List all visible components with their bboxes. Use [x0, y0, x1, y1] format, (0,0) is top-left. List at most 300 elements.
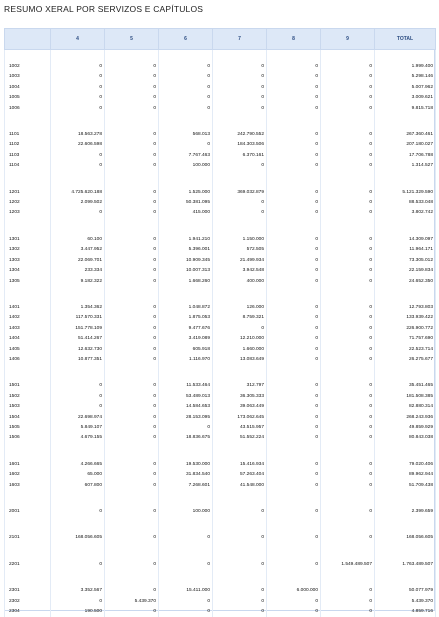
table-row — [5, 381, 436, 391]
row-value: 10.007.313 — [159, 266, 213, 276]
table-row — [5, 303, 436, 313]
row-value: 0 — [105, 151, 159, 161]
row-total: 3.802.742 — [375, 208, 436, 218]
row-value: 0 — [105, 355, 159, 365]
row-value: 0 — [321, 345, 375, 355]
row-value: 0 — [105, 83, 159, 93]
row-value: 9.477.676 — [159, 324, 213, 334]
row-value: 9.182.322 — [51, 277, 105, 287]
spacer-cell — [159, 219, 213, 235]
row-value: 0 — [213, 62, 267, 72]
row-code: 1506 — [5, 433, 51, 443]
row-value: 0 — [105, 256, 159, 266]
row-value: 51.552.224 — [213, 433, 267, 443]
row-code: 1502 — [5, 392, 51, 402]
row-value: 0 — [267, 235, 321, 245]
spacer-cell — [213, 219, 267, 235]
row-code: 1003 — [5, 72, 51, 82]
row-value: 0 — [51, 597, 105, 607]
row-value: 0 — [321, 303, 375, 313]
row-value: 0 — [267, 324, 321, 334]
row-value: 117.570.331 — [51, 313, 105, 323]
table-row — [5, 208, 436, 218]
spacer-cell — [213, 544, 267, 560]
row-value: 0 — [213, 104, 267, 114]
row-value: 0 — [105, 188, 159, 198]
table-row — [5, 235, 436, 245]
row-code: 2302 — [5, 597, 51, 607]
row-value: 1.875.053 — [159, 313, 213, 323]
spacer-cell — [375, 172, 436, 188]
row-value: 0 — [159, 597, 213, 607]
row-value: 3.352.567 — [51, 586, 105, 596]
row-value: 53.489.013 — [159, 392, 213, 402]
row-total: 14.309.097 — [375, 235, 436, 245]
row-total: 80.843.038 — [375, 433, 436, 443]
row-total: 22.523.714 — [375, 345, 436, 355]
row-total: 207.180.027 — [375, 140, 436, 150]
row-total: 12.793.803 — [375, 303, 436, 313]
row-code: 1404 — [5, 334, 51, 344]
header-chapter-7: 7 — [213, 29, 267, 50]
row-code: 1303 — [5, 256, 51, 266]
row-value: 0 — [267, 161, 321, 171]
table-row — [5, 607, 436, 617]
spacer-cell — [375, 444, 436, 460]
table-row — [5, 460, 436, 470]
row-value: 3.942.548 — [213, 266, 267, 276]
spacer-cell — [105, 114, 159, 130]
row-value: 0 — [321, 533, 375, 543]
row-value: 0 — [213, 83, 267, 93]
row-value: 15.416.934 — [213, 460, 267, 470]
spacer-cell — [213, 114, 267, 130]
spacer-cell — [159, 114, 213, 130]
row-value: 0 — [105, 381, 159, 391]
spacer-cell — [5, 287, 51, 303]
row-code: 1301 — [5, 235, 51, 245]
row-total: 50.077.979 — [375, 586, 436, 596]
row-value: 0 — [105, 277, 159, 287]
spacer-cell — [321, 287, 375, 303]
spacer-cell — [213, 570, 267, 586]
spacer-cell — [159, 544, 213, 560]
row-code: 1602 — [5, 470, 51, 480]
spacer-cell — [51, 50, 105, 63]
row-value: 0 — [105, 470, 159, 480]
row-value: 0 — [267, 208, 321, 218]
row-code: 1402 — [5, 313, 51, 323]
row-value: 0 — [321, 245, 375, 255]
row-value: 0 — [267, 392, 321, 402]
row-value: 0 — [267, 151, 321, 161]
row-value: 0 — [159, 140, 213, 150]
spacer-cell — [159, 517, 213, 533]
row-value: 173.062.645 — [213, 413, 267, 423]
row-value: 0 — [267, 460, 321, 470]
row-value: 0 — [267, 83, 321, 93]
row-value: 568.013 — [159, 130, 213, 140]
row-total: 267.360.461 — [375, 130, 436, 140]
row-code: 1304 — [5, 266, 51, 276]
spacer-cell — [159, 365, 213, 381]
row-value: 0 — [105, 334, 159, 344]
row-value: 22.069.701 — [51, 256, 105, 266]
row-value: 0 — [321, 198, 375, 208]
row-value: 0 — [321, 62, 375, 72]
table-row — [5, 198, 436, 208]
row-value: 0 — [267, 560, 321, 570]
row-value: 0 — [105, 586, 159, 596]
spacer-cell — [375, 287, 436, 303]
spacer-cell — [321, 491, 375, 507]
row-value: 36.305.333 — [213, 392, 267, 402]
row-code: 1302 — [5, 245, 51, 255]
table-row — [5, 560, 436, 570]
group-spacer — [5, 544, 436, 560]
row-value: 65.000 — [51, 470, 105, 480]
row-total: 226.900.772 — [375, 324, 436, 334]
row-value: 0 — [267, 62, 321, 72]
row-value: 0 — [105, 460, 159, 470]
spacer-cell — [267, 544, 321, 560]
row-value: 15.411.000 — [159, 586, 213, 596]
row-value: 0 — [267, 93, 321, 103]
spacer-cell — [267, 114, 321, 130]
spacer-cell — [159, 570, 213, 586]
row-value: 1.116.970 — [159, 355, 213, 365]
row-total: 22.159.834 — [375, 266, 436, 276]
table-row — [5, 188, 436, 198]
row-code: 2001 — [5, 507, 51, 517]
row-total: 5.007.962 — [375, 83, 436, 93]
spacer-cell — [321, 114, 375, 130]
row-value: 0 — [51, 93, 105, 103]
table-row — [5, 245, 436, 255]
row-value: 0 — [267, 507, 321, 517]
spacer-cell — [267, 172, 321, 188]
row-value: 0 — [267, 470, 321, 480]
spacer-cell — [213, 287, 267, 303]
row-value: 5.849.107 — [51, 423, 105, 433]
row-value: 0 — [213, 533, 267, 543]
row-total: 3.009.621 — [375, 93, 436, 103]
row-value: 4.266.665 — [51, 460, 105, 470]
row-value: 0 — [105, 433, 159, 443]
spacer-cell — [213, 491, 267, 507]
spacer-cell — [375, 365, 436, 381]
table-row — [5, 597, 436, 607]
row-value: 0 — [51, 151, 105, 161]
row-value: 0 — [105, 324, 159, 334]
row-value: 184.303.506 — [213, 140, 267, 150]
row-value: 0 — [267, 198, 321, 208]
row-value: 400.000 — [213, 277, 267, 287]
spacer-cell — [105, 365, 159, 381]
row-code: 1005 — [5, 93, 51, 103]
table-row — [5, 433, 436, 443]
row-value: 0 — [51, 507, 105, 517]
row-value: 0 — [105, 413, 159, 423]
header-code — [5, 29, 51, 50]
row-code: 2101 — [5, 533, 51, 543]
row-value: 7.268.601 — [159, 481, 213, 491]
row-value: 233.334 — [51, 266, 105, 276]
row-value: 0 — [159, 83, 213, 93]
spacer-cell — [51, 287, 105, 303]
spacer-cell — [5, 491, 51, 507]
row-code: 2301 — [5, 586, 51, 596]
row-code: 1504 — [5, 413, 51, 423]
table-row — [5, 413, 436, 423]
row-code: 1002 — [5, 62, 51, 72]
group-spacer — [5, 219, 436, 235]
row-value: 605.918 — [159, 345, 213, 355]
row-total: 181.508.385 — [375, 392, 436, 402]
row-value: 0 — [321, 481, 375, 491]
row-total: 17.706.788 — [375, 151, 436, 161]
row-value: 1.525.000 — [159, 188, 213, 198]
header-chapter-9: 9 — [321, 29, 375, 50]
spacer-cell — [267, 570, 321, 586]
table-row — [5, 151, 436, 161]
table-row — [5, 93, 436, 103]
row-code: 1503 — [5, 402, 51, 412]
spacer-cell — [321, 517, 375, 533]
row-value: 0 — [159, 560, 213, 570]
row-total: 1.763.489.507 — [375, 560, 436, 570]
row-total: 71.757.690 — [375, 334, 436, 344]
row-value: 7.767.463 — [159, 151, 213, 161]
row-value: 0 — [51, 83, 105, 93]
row-code: 1201 — [5, 188, 51, 198]
row-total: 9.815.718 — [375, 104, 436, 114]
row-total: 88.533.048 — [375, 198, 436, 208]
row-value: 1.668.260 — [159, 277, 213, 287]
row-value: 0 — [321, 597, 375, 607]
row-value: 0 — [321, 433, 375, 443]
row-value: 0 — [105, 62, 159, 72]
spacer-cell — [105, 491, 159, 507]
row-code: 2304 — [5, 607, 51, 617]
table-row — [5, 161, 436, 171]
row-value: 60.100 — [51, 235, 105, 245]
spacer-cell — [321, 219, 375, 235]
row-value: 0 — [321, 93, 375, 103]
row-value: 126.000 — [213, 303, 267, 313]
row-value: 0 — [105, 161, 159, 171]
spacer-cell — [51, 365, 105, 381]
row-code: 1104 — [5, 161, 51, 171]
row-value: 0 — [213, 93, 267, 103]
row-value: 151.778.109 — [51, 324, 105, 334]
row-value: 0 — [321, 423, 375, 433]
row-value: 0 — [105, 560, 159, 570]
row-value: 0 — [267, 266, 321, 276]
row-value: 0 — [321, 161, 375, 171]
row-value: 0 — [105, 345, 159, 355]
row-value: 242.790.552 — [213, 130, 267, 140]
row-code: 1401 — [5, 303, 51, 313]
row-value: 0 — [105, 140, 159, 150]
row-value: 1.660.000 — [213, 345, 267, 355]
row-code: 1202 — [5, 198, 51, 208]
row-value: 0 — [51, 560, 105, 570]
row-value: 0 — [51, 62, 105, 72]
row-value: 51.414.267 — [51, 334, 105, 344]
group-spacer — [5, 491, 436, 507]
row-value: 0 — [105, 507, 159, 517]
group-spacer — [5, 114, 436, 130]
row-code: 1505 — [5, 423, 51, 433]
row-total: 82.880.314 — [375, 402, 436, 412]
row-value: 0 — [267, 256, 321, 266]
spacer-cell — [51, 444, 105, 460]
row-value: 0 — [267, 140, 321, 150]
row-value: 0 — [105, 130, 159, 140]
row-value: 1.941.210 — [159, 235, 213, 245]
header-chapter-4: 4 — [51, 29, 105, 50]
table-row — [5, 140, 436, 150]
row-value: 0 — [51, 381, 105, 391]
row-value: 18.563.278 — [51, 130, 105, 140]
row-value: 0 — [51, 208, 105, 218]
row-value: 0 — [321, 460, 375, 470]
spacer-cell — [51, 491, 105, 507]
row-total: 2.399.659 — [375, 507, 436, 517]
row-value: 168.056.605 — [51, 533, 105, 543]
row-total: 1.999.400 — [375, 62, 436, 72]
row-value: 0 — [267, 245, 321, 255]
row-value: 0 — [267, 413, 321, 423]
group-spacer — [5, 444, 436, 460]
spacer-cell — [375, 570, 436, 586]
row-value: 0 — [51, 402, 105, 412]
row-value: 6.000.000 — [267, 586, 321, 596]
table-row — [5, 392, 436, 402]
row-value: 0 — [159, 62, 213, 72]
row-code: 1305 — [5, 277, 51, 287]
table-row — [5, 507, 436, 517]
row-value: 50.381.095 — [159, 198, 213, 208]
table-row — [5, 266, 436, 276]
row-value: 0 — [321, 392, 375, 402]
row-value: 0 — [51, 392, 105, 402]
row-value: 0 — [105, 392, 159, 402]
row-value: 0 — [105, 423, 159, 433]
table-row — [5, 402, 436, 412]
row-value: 28.153.095 — [159, 413, 213, 423]
row-value: 13.083.649 — [213, 355, 267, 365]
row-code: 1406 — [5, 355, 51, 365]
row-value: 0 — [105, 208, 159, 218]
row-code: 1405 — [5, 345, 51, 355]
spacer-cell — [213, 50, 267, 63]
row-code: 1004 — [5, 83, 51, 93]
row-total: 5.121.329.590 — [375, 188, 436, 198]
row-value: 4.679.155 — [51, 433, 105, 443]
spacer-cell — [5, 517, 51, 533]
row-code: 1501 — [5, 381, 51, 391]
table-row — [5, 130, 436, 140]
row-value: 39.063.449 — [213, 402, 267, 412]
row-value: 0 — [321, 607, 375, 617]
spacer-cell — [51, 517, 105, 533]
spacer-cell — [5, 219, 51, 235]
table-row — [5, 533, 436, 543]
row-code: 2201 — [5, 560, 51, 570]
spacer-cell — [375, 219, 436, 235]
row-value: 0 — [267, 533, 321, 543]
spacer-cell — [213, 365, 267, 381]
row-value: 100.000 — [159, 507, 213, 517]
spacer-cell — [321, 544, 375, 560]
row-value: 0 — [213, 586, 267, 596]
row-total: 35.451.465 — [375, 381, 436, 391]
row-value: 3.447.952 — [51, 245, 105, 255]
spacer-cell — [159, 444, 213, 460]
row-value: 369.032.879 — [213, 188, 267, 198]
row-value: 100.000 — [159, 161, 213, 171]
row-value: 0 — [105, 402, 159, 412]
row-value: 0 — [105, 481, 159, 491]
spacer-cell — [321, 172, 375, 188]
row-value: 0 — [321, 381, 375, 391]
row-total: 268.243.936 — [375, 413, 436, 423]
table-row — [5, 256, 436, 266]
row-value: 0 — [105, 266, 159, 276]
row-total: 133.939.422 — [375, 313, 436, 323]
header-chapter-8: 8 — [267, 29, 321, 50]
row-value: 0 — [105, 533, 159, 543]
row-value: 5.396.001 — [159, 245, 213, 255]
row-value: 18.836.675 — [159, 433, 213, 443]
spacer-cell — [105, 172, 159, 188]
row-value: 0 — [267, 72, 321, 82]
row-value: 0 — [321, 413, 375, 423]
row-value: 22.606.598 — [51, 140, 105, 150]
row-total: 168.056.605 — [375, 533, 436, 543]
group-spacer — [5, 50, 436, 63]
row-value: 0 — [105, 72, 159, 82]
table-body — [5, 50, 436, 617]
row-value: 0 — [267, 481, 321, 491]
row-value: 0 — [159, 423, 213, 433]
row-value: 0 — [321, 324, 375, 334]
row-value: 5.439.370 — [105, 597, 159, 607]
row-value: 0 — [159, 607, 213, 617]
row-value: 2.099.502 — [51, 198, 105, 208]
row-total: 79.020.406 — [375, 460, 436, 470]
spacer-cell — [105, 544, 159, 560]
spacer-cell — [51, 114, 105, 130]
table-row — [5, 313, 436, 323]
row-value: 0 — [213, 198, 267, 208]
header-chapter-6: 6 — [159, 29, 213, 50]
row-value: 57.263.404 — [213, 470, 267, 480]
row-value: 1.549.489.507 — [321, 560, 375, 570]
spacer-cell — [213, 444, 267, 460]
table-row — [5, 62, 436, 72]
spacer-cell — [159, 172, 213, 188]
row-value: 41.548.000 — [213, 481, 267, 491]
row-value: 0 — [105, 303, 159, 313]
row-code: 1006 — [5, 104, 51, 114]
spacer-cell — [267, 491, 321, 507]
group-spacer — [5, 287, 436, 303]
spacer-cell — [375, 544, 436, 560]
spacer-cell — [375, 50, 436, 63]
